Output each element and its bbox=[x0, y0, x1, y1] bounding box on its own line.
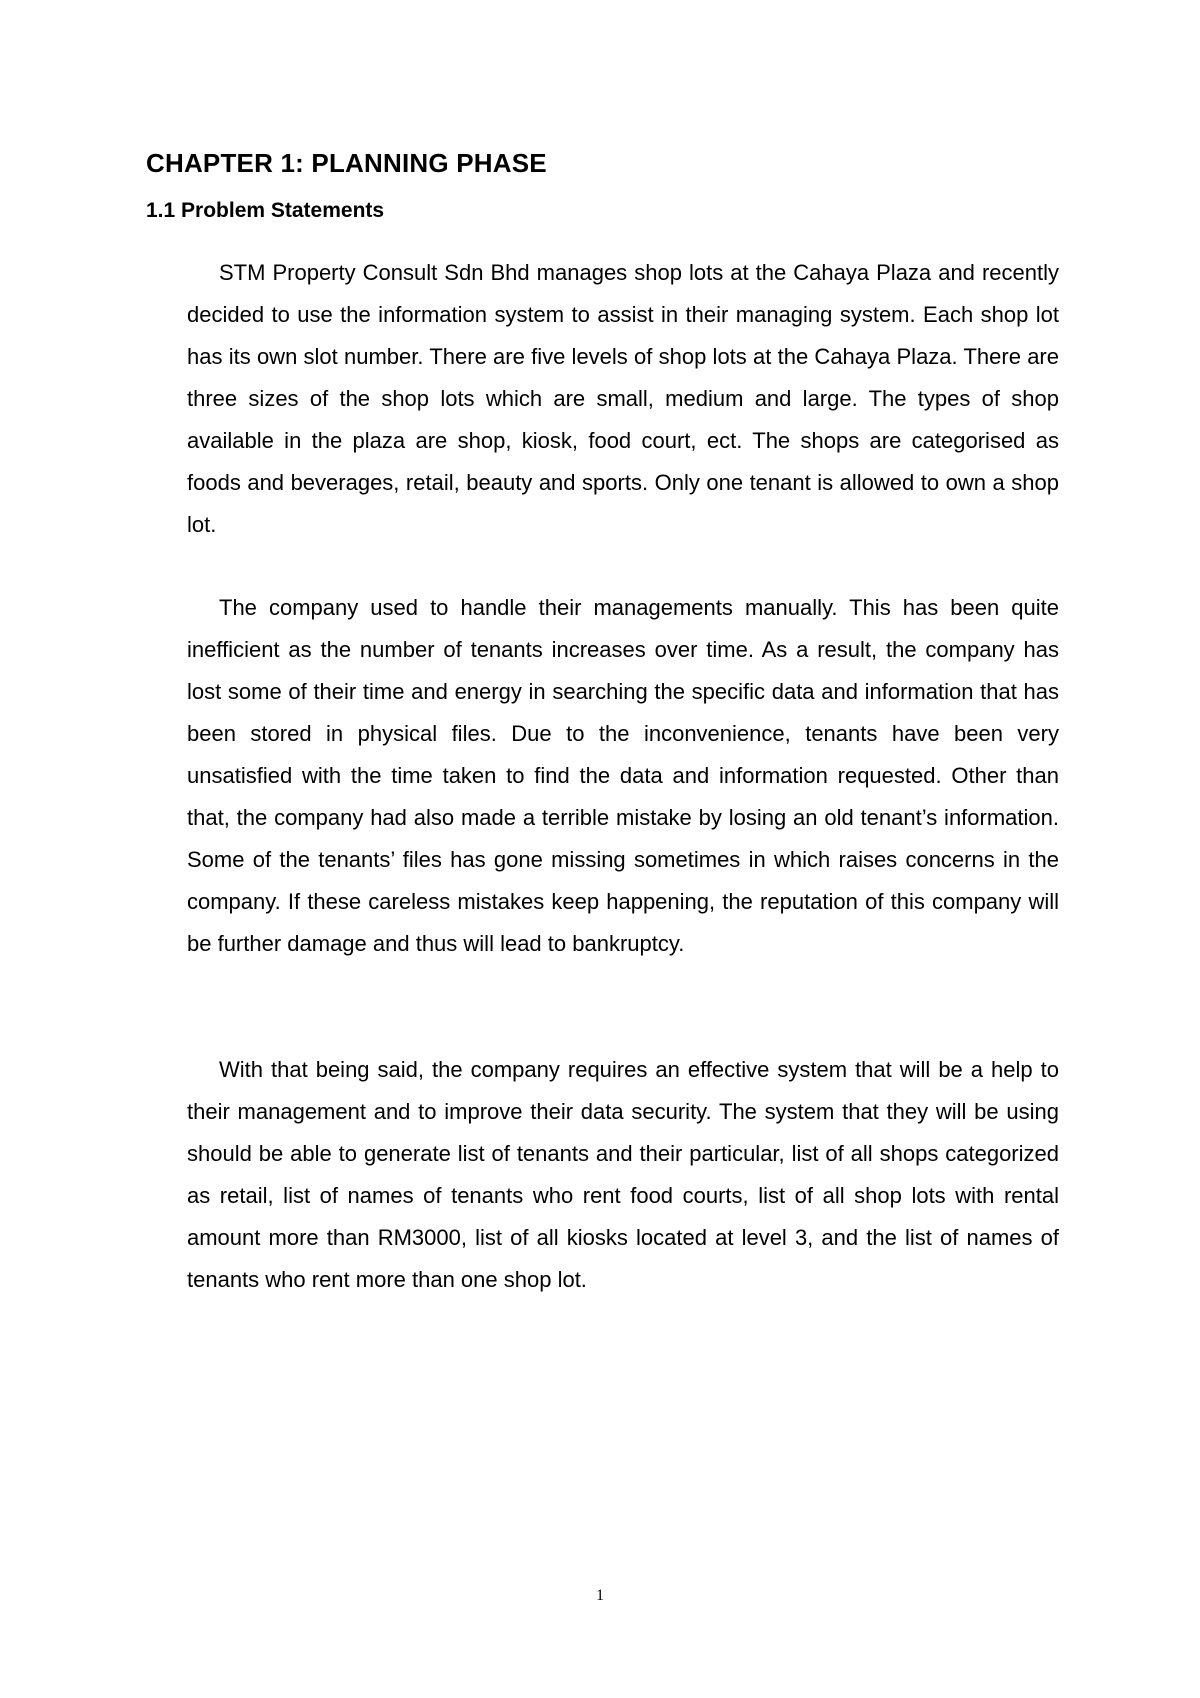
page-number: 1 bbox=[596, 1587, 604, 1604]
paragraph-current-problems: The company used to handle their managements manually. This has been quite inefficient as the number of tenants increases over time. As a result, the company has lost some of their time and energy in searching the specific data and information that has been stored in physical files. Due to the inconvenience, tenants have been very unsatisfied with the time taken to find the data and information requested. Other than that, the company had also made a terrible mistake by losing an old tenant’s information. Some of the tenants’ files has gone missing sometimes in which raises concerns in the company. If these careless mistakes keep happening, the reputation of this company will be further damage and thus will lead to bankruptcy. bbox=[187, 595, 1059, 956]
chapter-title: CHAPTER 1: PLANNING PHASE bbox=[146, 148, 547, 178]
section-heading: 1.1 Problem Statements bbox=[146, 199, 385, 222]
paragraph-company-background: STM Property Consult Sdn Bhd manages shop lots at the Cahaya Plaza and recently decided to use the information system to assist in their managing system. Each shop lot has its own slot number. There are five levels of shop lots at the Cahaya Plaza. There are three sizes of the shop lots which are small, medium and large. The types of shop available in the plaza are shop, kiosk, food court, ect. The shops are categorised as foods and beverages, retail, beauty and sports. Only one tenant is allowed to own a shop lot. bbox=[187, 260, 1059, 537]
paragraph-system-requirements: With that being said, the company requires an effective system that will be a help to their management and to improve their data security. The system that they will be using should be able to generate list of tenants and their particular, list of all shops categorized as retail, list of names of tenants who rent food courts, list of all shop lots with rental amount more than RM3000, list of all kiosks located at level 3, and the list of names of tenants who rent more than one shop lot. bbox=[187, 1057, 1059, 1292]
